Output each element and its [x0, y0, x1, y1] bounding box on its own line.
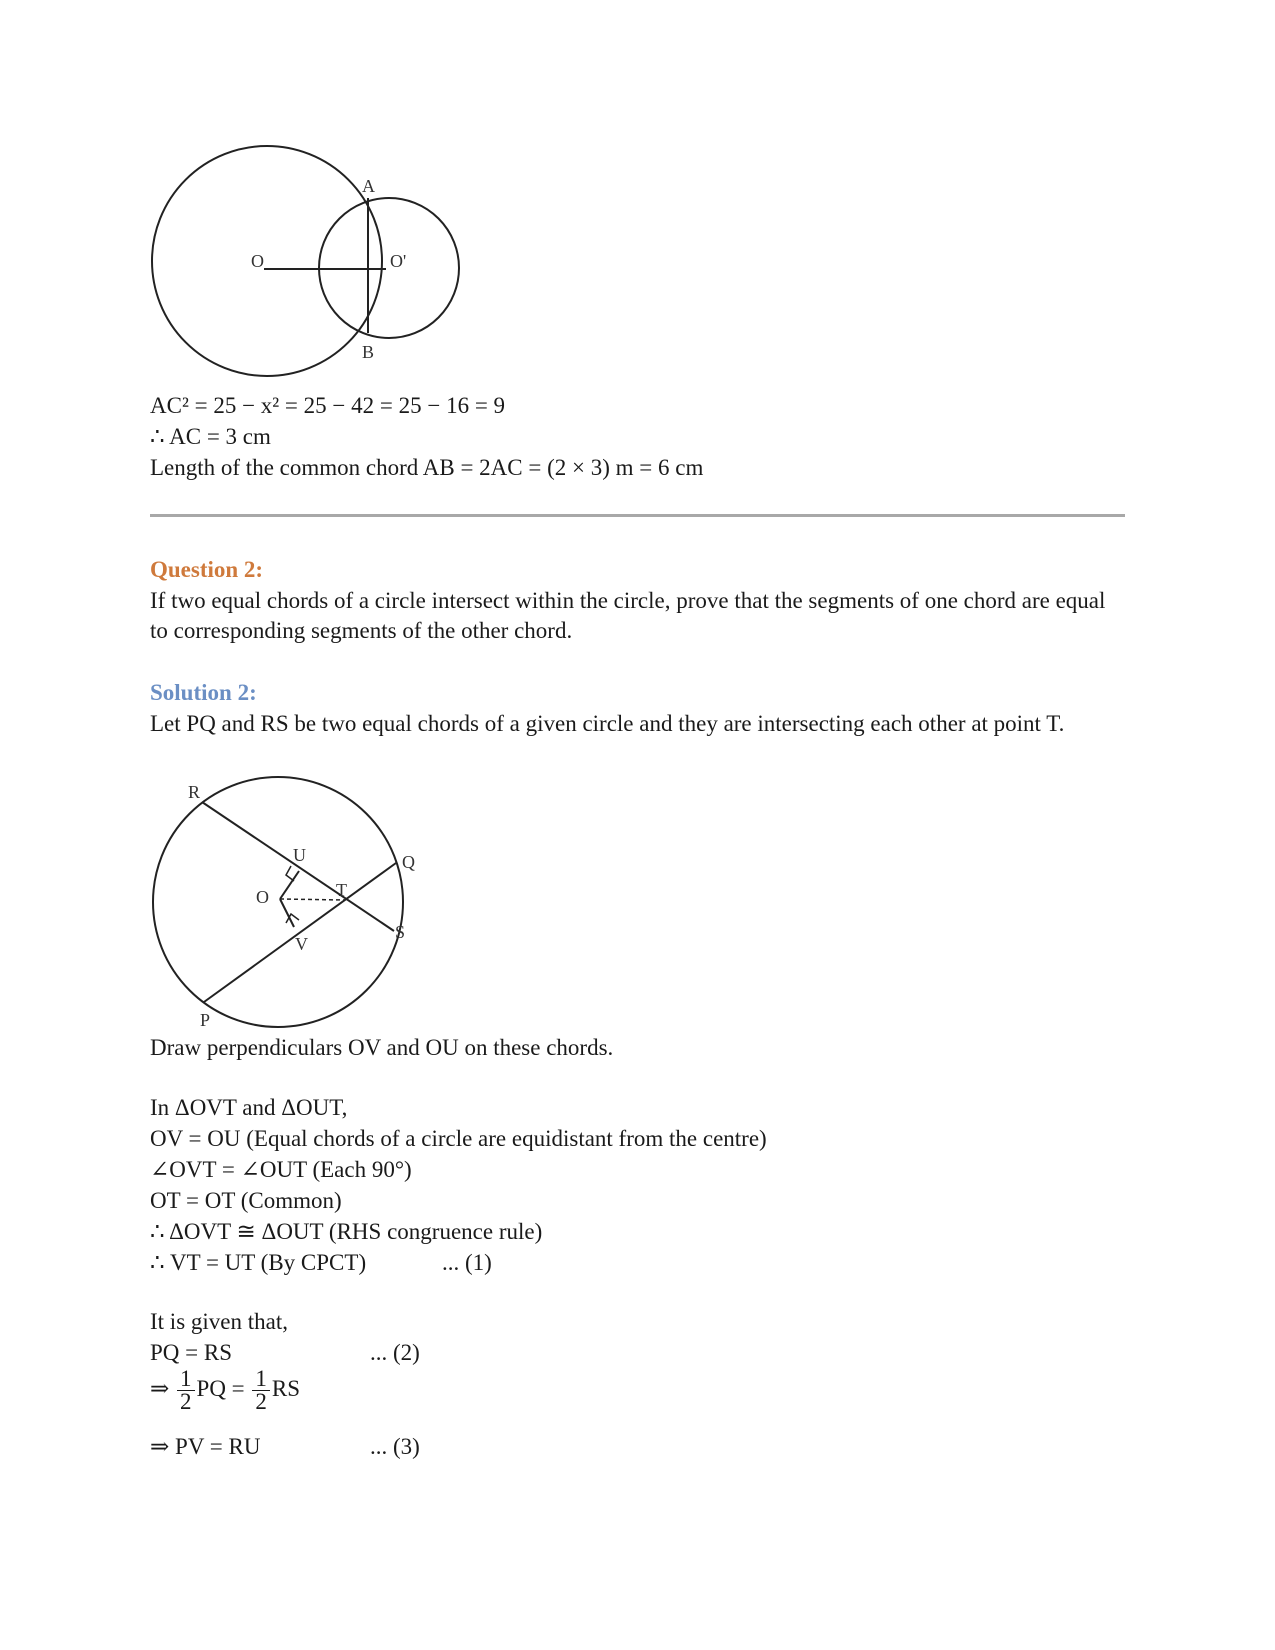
- given-eq-1: [150, 1338, 450, 1368]
- fraction-2-denominator: 2: [255, 1389, 267, 1414]
- label-v: V: [295, 934, 308, 954]
- chord-rs: [202, 802, 394, 931]
- proof-line-6: [150, 1248, 550, 1278]
- fraction-2-numerator: 1: [252, 1368, 270, 1391]
- question-2-heading: Question 2:: [150, 557, 264, 582]
- perpendicular-ov: [280, 899, 294, 927]
- section-divider: [150, 514, 1125, 517]
- label-r: R: [188, 782, 201, 802]
- given-eq-3-text: ⇒ PV = RU: [150, 1434, 261, 1459]
- proof-line-2: OV = OU (Equal chords of a circle are equidistant from the centre): [150, 1126, 767, 1151]
- implies-arrow: ⇒: [150, 1375, 170, 1401]
- given-eq-3: [150, 1432, 450, 1462]
- solution-2-intro: Let PQ and RS be two equal chords of a given circle and they are intersecting each other at point T.: [150, 711, 1065, 736]
- label-o: O: [256, 887, 269, 907]
- label-s: S: [395, 922, 406, 942]
- label-a: A: [362, 176, 375, 196]
- chord-pq: [204, 863, 396, 1002]
- question-2-text: If two equal chords of a circle intersect within the circle, prove that the segments of one chord are equal to corresponding segments of the other chord.: [150, 588, 1106, 643]
- label-q: Q: [402, 852, 415, 872]
- equation-ref-1: ... (1): [442, 1250, 492, 1275]
- figure-intersecting-chords: [140, 770, 440, 1050]
- given-intro: It is given that,: [150, 1309, 288, 1334]
- label-u: U: [293, 845, 306, 865]
- ac-value-line: ∴ AC = 3 cm: [150, 424, 271, 449]
- chord-length-line: Length of the common chord AB = 2AC = (2 × 3) m = 6 cm: [150, 455, 704, 480]
- label-o-prime: O': [390, 251, 407, 271]
- main-circle: [153, 777, 406, 1027]
- proof-line-5: ∴ ΔOVT ≅ ΔOUT (RHS congruence rule): [150, 1219, 543, 1244]
- label-t: T: [336, 880, 347, 900]
- proof-line-1: In ΔOVT and ΔOUT,: [150, 1095, 348, 1120]
- circle-o: [152, 146, 382, 376]
- draw-perpendiculars-text: Draw perpendiculars OV and OU on these chords.: [150, 1035, 614, 1060]
- ac-squared-line: AC² = 25 − x² = 25 − 42 = 25 − 16 = 9: [150, 393, 506, 418]
- equation-ref-3: ... (3): [370, 1434, 420, 1459]
- figure-intersecting-circles: [150, 140, 470, 390]
- fraction-half-2: [252, 1368, 270, 1413]
- solution-2-heading: Solution 2:: [150, 680, 257, 705]
- label-b: B: [362, 342, 375, 362]
- fraction-half-1: [177, 1368, 195, 1413]
- eq-2-middle: PQ =: [196, 1375, 245, 1401]
- given-eq-1-text: PQ = RS: [150, 1340, 233, 1365]
- equation-ref-2: ... (2): [370, 1340, 420, 1365]
- label-o: O: [251, 251, 264, 271]
- given-eq-2: [150, 1368, 300, 1413]
- proof-line-6-text: ∴ VT = UT (By CPCT): [150, 1250, 367, 1275]
- fraction-1-numerator: 1: [177, 1368, 195, 1391]
- eq-2-end: RS: [271, 1375, 301, 1401]
- fraction-1-denominator: 2: [180, 1389, 192, 1414]
- perpendicular-ou: [280, 871, 299, 899]
- proof-line-4: OT = OT (Common): [150, 1188, 342, 1213]
- label-p: P: [200, 1010, 211, 1030]
- proof-line-3: ∠OVT = ∠OUT (Each 90°): [150, 1157, 412, 1182]
